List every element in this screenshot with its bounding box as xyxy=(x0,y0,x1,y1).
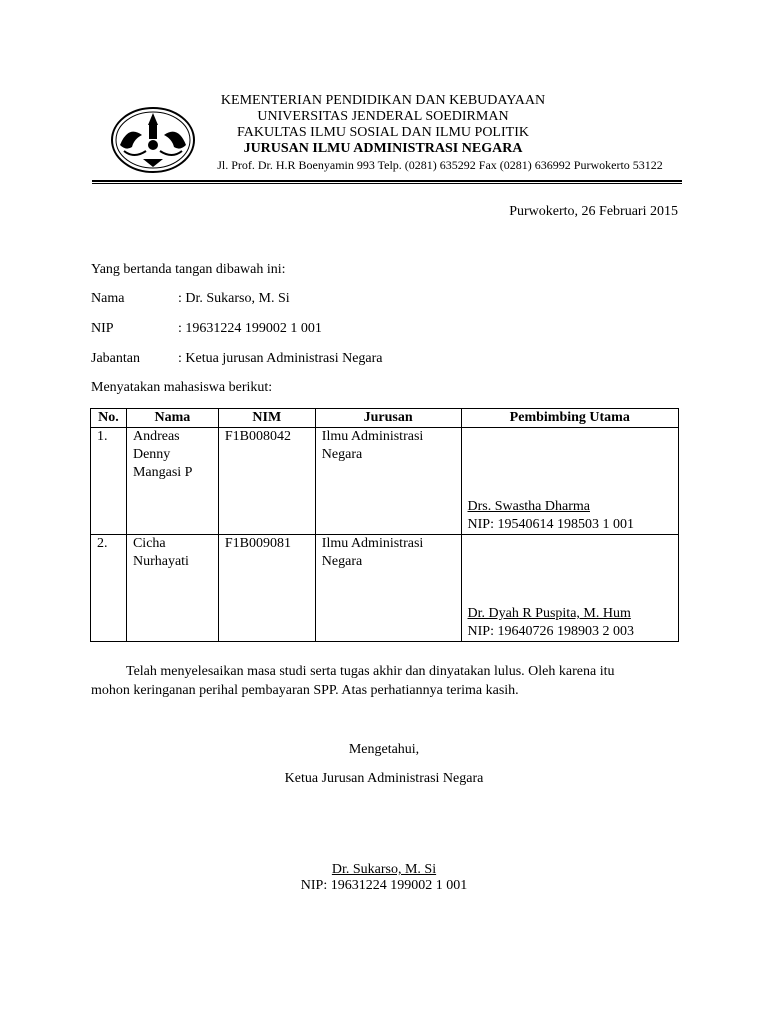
row-nama xyxy=(126,535,218,642)
intro-text: Yang bertanda tangan dibawah ini: xyxy=(91,262,286,277)
table-row xyxy=(91,428,679,535)
closing-title: Ketua Jurusan Administrasi Negara xyxy=(284,771,484,786)
pembimbing-name: Drs. Swastha Dharma xyxy=(467,499,590,514)
letterhead-address: Jl. Prof. Dr. H.R Boenyamin 993 Telp. (0281) 635292 Fax (0281) 636992 Purwokerto 53122 xyxy=(217,158,663,172)
table-row xyxy=(91,535,679,642)
acknowledge-text: Mengetahui, xyxy=(348,742,420,757)
header-nim: NIM xyxy=(218,409,315,428)
nama-line: Nurhayati xyxy=(132,554,189,569)
paragraph-line-1: Telah menyelesaikan masa studi serta tugas akhir dan dinyatakan lulus. Oleh karena itu xyxy=(126,664,615,679)
university-name: UNIVERSITAS JENDERAL SOEDIRMAN xyxy=(257,109,509,124)
pembimbing-nip: NIP: 19640726 198903 2 003 xyxy=(467,624,634,639)
row-nama xyxy=(126,428,218,535)
header-nama: Nama xyxy=(126,409,218,428)
signer-name-text: Dr. Sukarso, M. Si xyxy=(331,862,437,877)
nama-line: Denny xyxy=(132,447,171,462)
row-nim: F1B009081 xyxy=(218,535,315,642)
table-header-row xyxy=(91,409,679,428)
row-no: 2. xyxy=(91,535,127,642)
row-nim: F1B008042 xyxy=(218,428,315,535)
nama-line: Andreas xyxy=(132,429,180,444)
paragraph-line-2: mohon keringanan perihal pembayaran SPP. Atas perhatiannya terima kasih. xyxy=(91,683,519,698)
nama-line: Cicha xyxy=(132,536,166,551)
row-jurusan xyxy=(315,428,461,535)
department-name: JURUSAN ILMU ADMINISTRASI NEGARA xyxy=(243,141,523,156)
pembimbing-nip: NIP: 19540614 198503 1 001 xyxy=(467,517,634,532)
letterhead-rule-thin xyxy=(92,183,682,184)
row-pembimbing xyxy=(461,535,678,642)
students-table xyxy=(90,408,679,642)
jurusan-line: Ilmu Administrasi xyxy=(321,429,424,444)
row-no: 1. xyxy=(91,428,127,535)
header-pembimbing: Pembimbing Utama xyxy=(461,409,678,428)
header-jurusan: Jurusan xyxy=(315,409,461,428)
letterhead-rule xyxy=(92,180,682,182)
header-no: No. xyxy=(91,409,127,428)
jurusan-line: Ilmu Administrasi xyxy=(321,536,424,551)
position-label: Jabantan xyxy=(91,351,140,366)
row-pembimbing xyxy=(461,428,678,535)
ministry-name: KEMENTERIAN PENDIDIKAN DAN KEBUDAYAAN xyxy=(220,93,546,108)
name-value: : Dr. Sukarso, M. Si xyxy=(178,291,290,306)
place-date: Purwokerto, 26 Februari 2015 xyxy=(509,204,678,219)
jurusan-line: Negara xyxy=(321,447,363,462)
nip-value: : 19631224 199002 1 001 xyxy=(178,321,322,336)
pembimbing-name: Dr. Dyah R Puspita, M. Hum xyxy=(467,606,631,621)
nama-line: Mangasi P xyxy=(132,465,193,480)
row-jurusan xyxy=(315,535,461,642)
jurusan-line: Negara xyxy=(321,554,363,569)
faculty-name: FAKULTAS ILMU SOSIAL DAN ILMU POLITIK xyxy=(237,125,529,140)
name-label: Nama xyxy=(91,291,125,306)
position-value: : Ketua jurusan Administrasi Negara xyxy=(178,351,383,366)
nip-label: NIP xyxy=(91,321,114,336)
statement-text: Menyatakan mahasiswa berikut: xyxy=(91,380,273,395)
signer-nip: NIP: 19631224 199002 1 001 xyxy=(300,878,468,893)
